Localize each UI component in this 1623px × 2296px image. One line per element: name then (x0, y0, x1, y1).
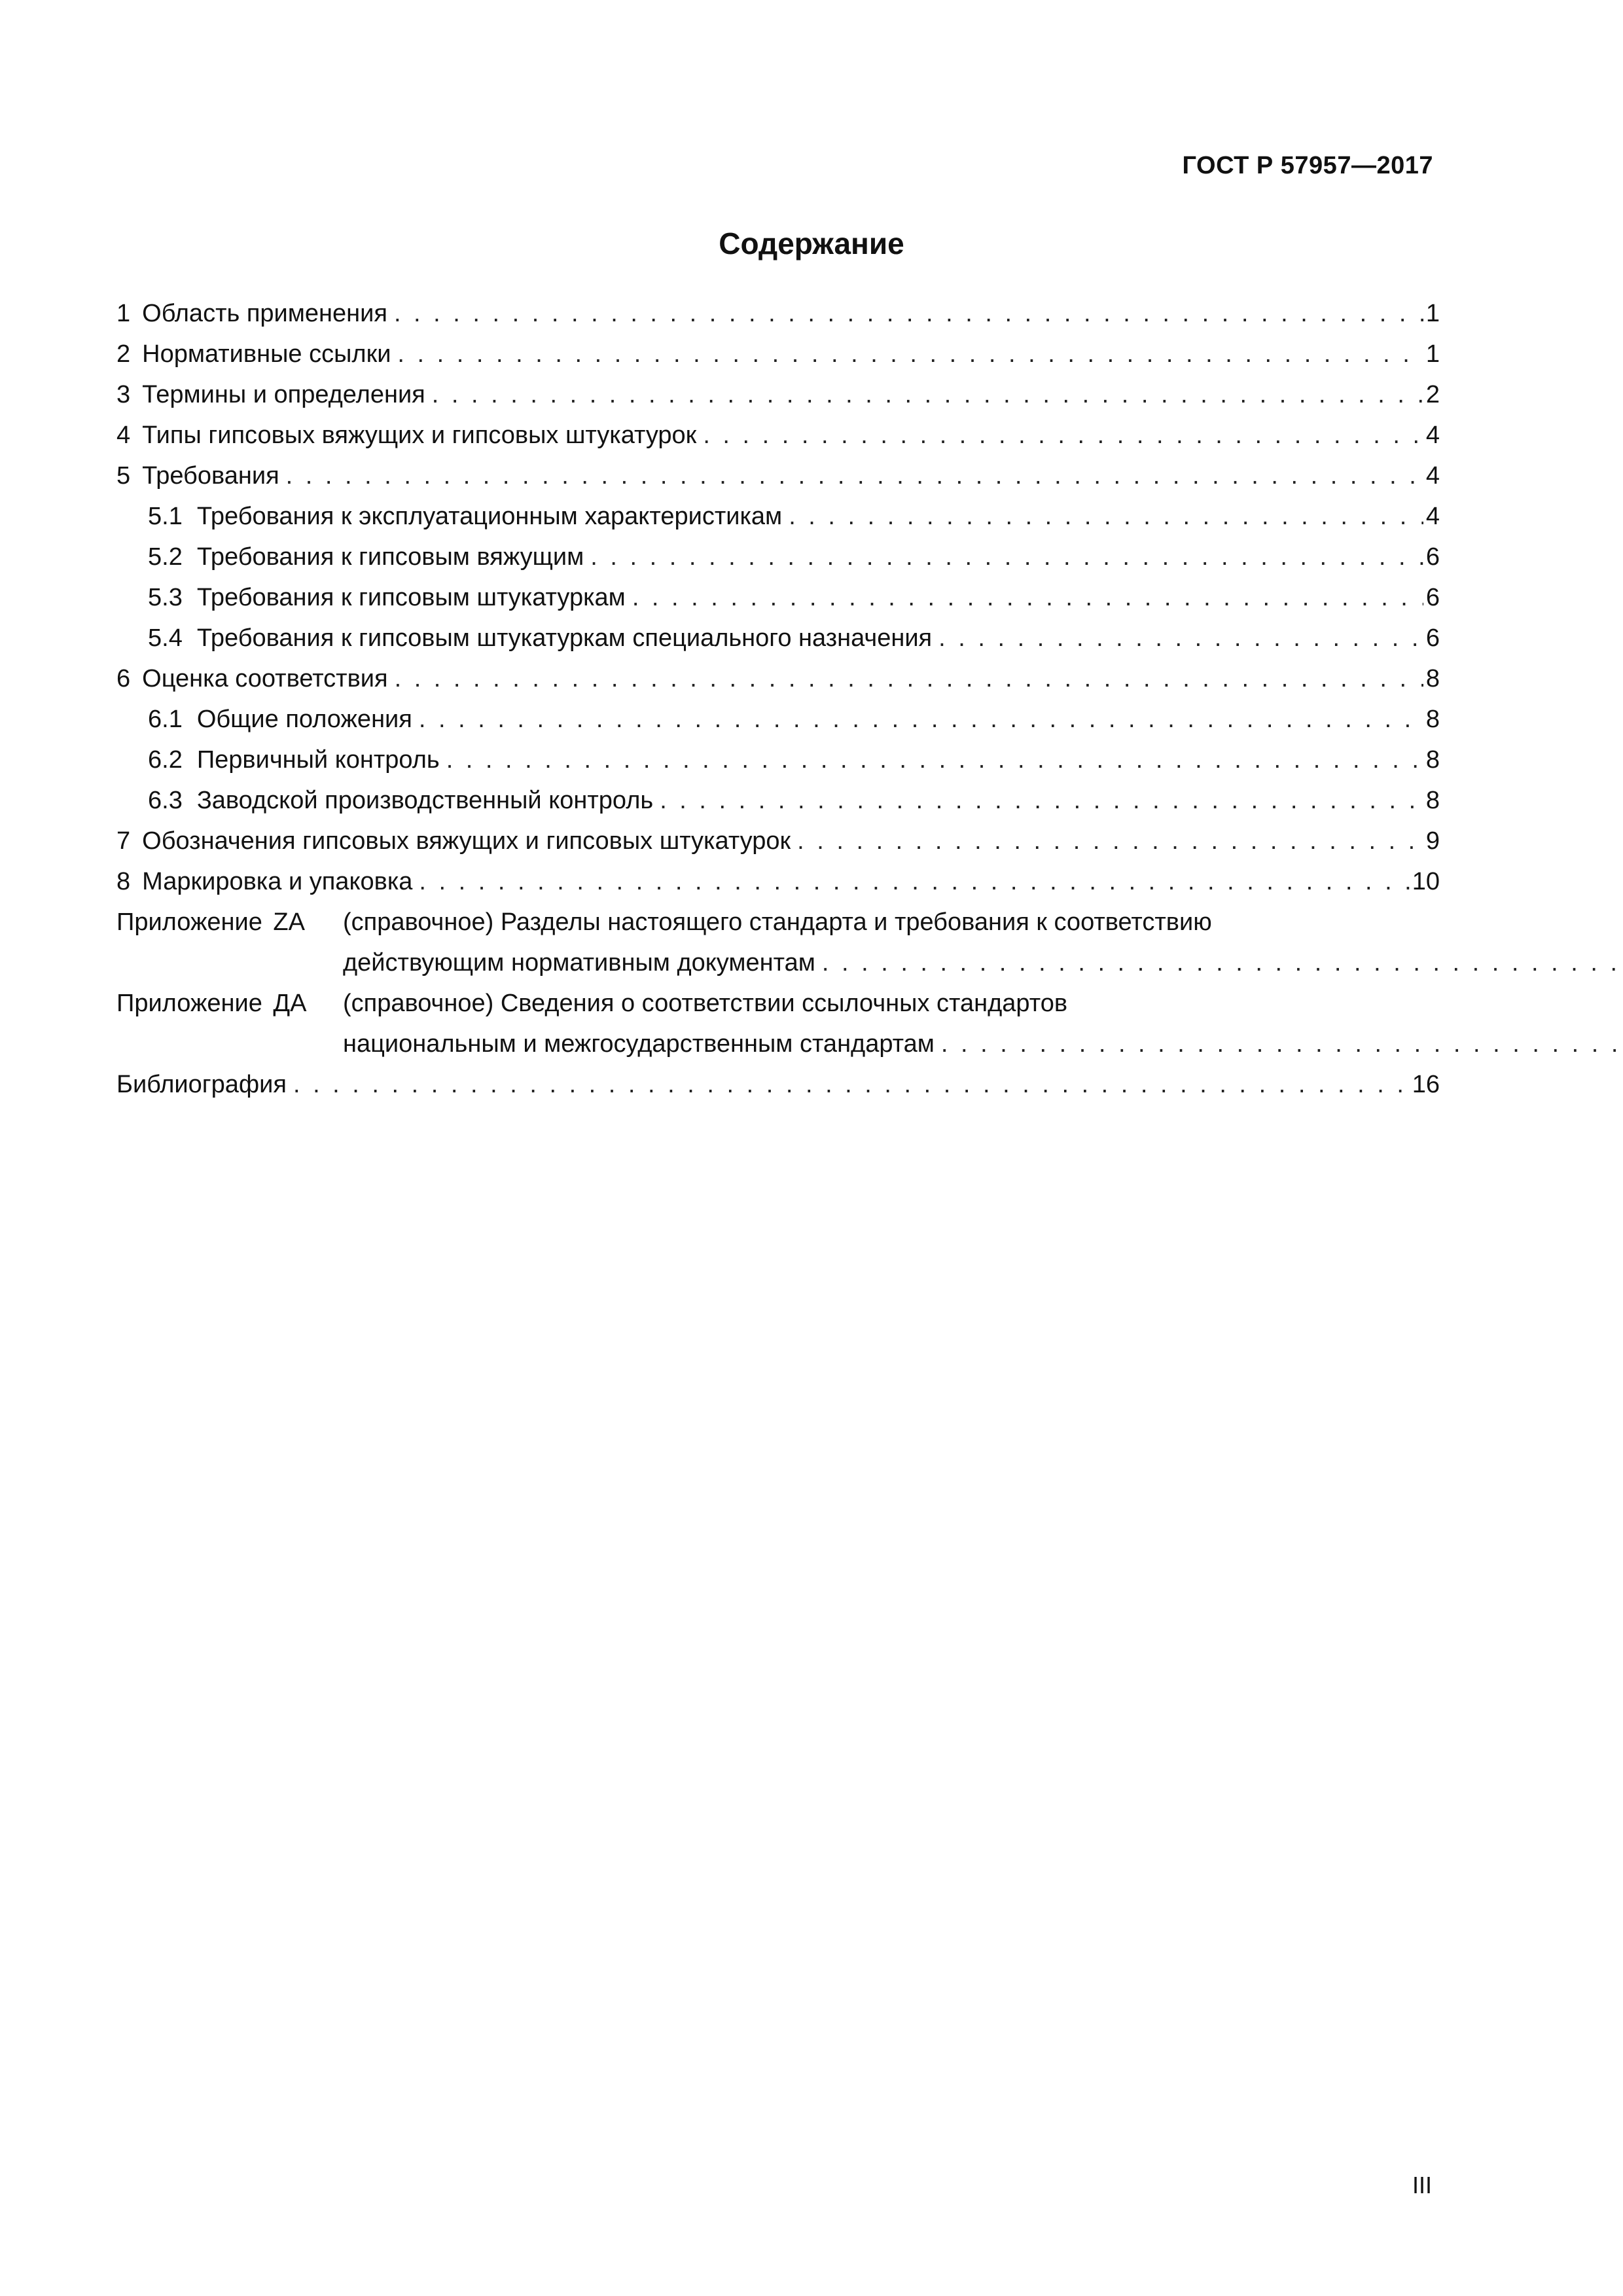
toc-item-label: Общие положения (196, 706, 412, 733)
toc-item-3[interactable] (116, 374, 1440, 415)
toc-item-5-4[interactable] (116, 618, 1440, 658)
toc-item-page: 4 (1425, 422, 1440, 449)
toc-item-label: Типы гипсовых вяжущих и гипсовых штукатурок (142, 422, 697, 449)
toc-item-label: Библиография (116, 1071, 287, 1098)
toc-item-page: 2 (1425, 381, 1440, 408)
toc-item-1[interactable] (116, 293, 1440, 334)
toc-item-5-3[interactable] (116, 577, 1440, 618)
toc-item-label: Первичный контроль (196, 746, 440, 774)
toc-item-page: 8 (1425, 746, 1440, 774)
toc-item-number: 6.3 (148, 787, 183, 814)
toc-annex-da[interactable] (116, 983, 1440, 1064)
toc-item-number: 2 (116, 340, 131, 368)
dot-leader (632, 577, 1423, 618)
dot-leader (419, 699, 1423, 740)
toc-item-number: 1 (116, 300, 131, 327)
toc-item-6-2[interactable] (116, 740, 1440, 780)
toc-item-number: 6.1 (148, 706, 183, 733)
table-of-contents (116, 293, 1440, 1105)
toc-item-6-1[interactable] (116, 699, 1440, 740)
document-code: ГОСТ Р 57957—2017 (1182, 152, 1433, 179)
dot-leader (397, 334, 1423, 374)
toc-item-label: Оценка соответствия (142, 665, 388, 692)
annex-title-line2-row (343, 1024, 1623, 1064)
annex-title-line1: (справочное) Разделы настоящего стандарта и требования к соответствию (343, 908, 1212, 936)
toc-item-number: 5.2 (148, 543, 183, 571)
toc-item-number: 3 (116, 381, 131, 408)
toc-item-page: 9 (1425, 827, 1440, 855)
annex-label: Приложение ZA (116, 908, 305, 936)
dot-leader (938, 618, 1423, 658)
dot-leader (432, 374, 1423, 415)
toc-item-page: 6 (1425, 624, 1440, 652)
toc-item-label: Требования к гипсовым штукатуркам (196, 584, 626, 611)
dot-leader (394, 293, 1423, 334)
toc-item-page: 1 (1425, 300, 1440, 327)
toc-item-label: Маркировка и упаковка (142, 868, 413, 895)
annex-title-line2: национальным и межгосударственным стандартам (343, 1030, 935, 1058)
dot-leader (293, 1064, 1410, 1105)
toc-item-label: Требования (142, 462, 279, 490)
dot-leader (419, 861, 1409, 902)
toc-item-label: Нормативные ссылки (142, 340, 391, 368)
dot-leader (941, 1024, 1623, 1064)
toc-item-5-2[interactable] (116, 537, 1440, 577)
toc-item-label: Термины и определения (142, 381, 425, 408)
dot-leader (590, 537, 1423, 577)
toc-item-number: 8 (116, 868, 131, 895)
annex-title-line2: действующим нормативным документам (343, 949, 815, 977)
toc-item-8[interactable] (116, 861, 1440, 902)
toc-item-7[interactable] (116, 821, 1440, 861)
toc-item-number: 5 (116, 462, 131, 490)
toc-item-page: 10 (1412, 868, 1440, 895)
toc-item-page: 6 (1425, 543, 1440, 571)
toc-item-page: 4 (1425, 462, 1440, 490)
toc-item-page: 16 (1412, 1071, 1440, 1098)
toc-item-label: Обозначения гипсовых вяжущих и гипсовых штукатурок (142, 827, 791, 855)
toc-item-page: 1 (1425, 340, 1440, 368)
dot-leader (446, 740, 1423, 780)
toc-item-page: 8 (1425, 706, 1440, 733)
toc-item-number: 4 (116, 422, 131, 449)
toc-item-page: 4 (1425, 503, 1440, 530)
toc-item-number: 5.3 (148, 584, 183, 611)
dot-leader (286, 456, 1423, 496)
toc-item-4[interactable] (116, 415, 1440, 456)
annex-title-line1: (справочное) Сведения о соответствии ссылочных стандартов (343, 990, 1068, 1017)
toc-item-2[interactable] (116, 334, 1440, 374)
toc-item-page: 8 (1425, 787, 1440, 814)
toc-annex-za[interactable] (116, 902, 1440, 983)
page-number: III (1412, 2172, 1432, 2198)
annex-body (343, 902, 1623, 983)
toc-item-label: Область применения (142, 300, 387, 327)
dot-leader (660, 780, 1423, 821)
page-title: Содержание (719, 226, 904, 260)
toc-item-5-1[interactable] (116, 496, 1440, 537)
toc-item-page: 8 (1425, 665, 1440, 692)
toc-item-6-3[interactable] (116, 780, 1440, 821)
annex-title-line2-row (343, 942, 1623, 983)
toc-item-label: Требования к эксплуатационным характеристикам (196, 503, 783, 530)
toc-item-6[interactable] (116, 658, 1440, 699)
toc-item-number: 6.2 (148, 746, 183, 774)
toc-item-label: Заводской производственный контроль (196, 787, 654, 814)
toc-item-number: 5.1 (148, 503, 183, 530)
annex-body (343, 983, 1623, 1064)
dot-leader (395, 658, 1423, 699)
toc-item-5[interactable] (116, 456, 1440, 496)
toc-item-page: 6 (1425, 584, 1440, 611)
toc-item-number: 5.4 (148, 624, 183, 652)
dot-leader (797, 821, 1423, 861)
dot-leader (789, 496, 1423, 537)
dot-leader (703, 415, 1423, 456)
toc-item-number: 6 (116, 665, 131, 692)
toc-item-number: 7 (116, 827, 131, 855)
toc-item-label: Требования к гипсовым штукатуркам специального назначения (196, 624, 933, 652)
toc-item-label: Требования к гипсовым вяжущим (196, 543, 584, 571)
annex-label: Приложение ДА (116, 990, 307, 1017)
dot-leader (822, 942, 1623, 983)
toc-item-bibliography[interactable] (116, 1064, 1440, 1105)
